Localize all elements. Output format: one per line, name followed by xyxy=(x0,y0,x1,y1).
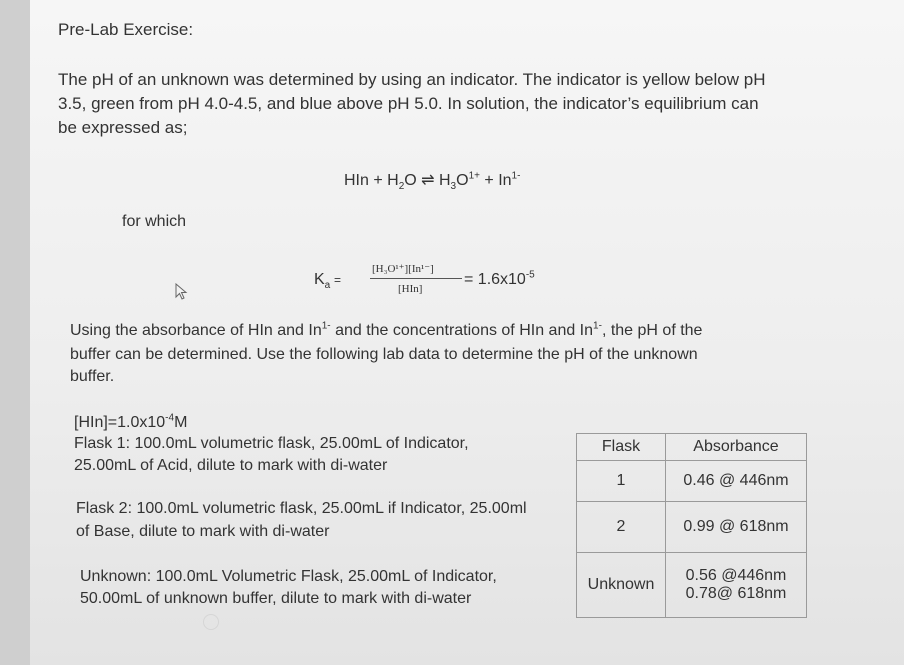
table-cell-absorbance: 0.46 @ 446nm xyxy=(666,461,807,502)
flask1-line-1: Flask 1: 100.0mL volumetric flask, 25.00mL of Indicator, xyxy=(74,435,469,452)
table-cell-flask: 1 xyxy=(577,461,666,502)
ka-expression xyxy=(314,262,614,302)
flask2-line-1: Flask 2: 100.0mL volumetric flask, 25.00mL if Indicator, 25.00ml xyxy=(76,500,527,517)
table-header-absorbance: Absorbance xyxy=(666,434,807,461)
fraction-bar xyxy=(370,278,462,279)
hin-concentration: $[HIn]=1.0x10^{-4}M$ xyxy=(74,412,188,431)
flask1-line-2: 25.00mL of Acid, dilute to mark with di-water xyxy=(74,457,388,474)
table-cell-flask: Unknown xyxy=(577,553,666,618)
absorbance-line-1: 0.56 @446nm xyxy=(685,567,787,584)
equilibrium-equation: HIn + $H_2O$ ⇌ $H_3O^{1+} + In^{1-}$ xyxy=(344,170,521,193)
smudge-mark xyxy=(203,614,219,630)
absorbance-line-2: 0.78@ 618nm xyxy=(685,585,787,602)
page-title: Pre-Lab Exercise: xyxy=(58,20,194,39)
using-line-3: buffer. xyxy=(70,368,115,385)
flask2-line-2: of Base, dilute to mark with di-water xyxy=(76,523,330,540)
ka-equals: = xyxy=(334,273,342,287)
unknown-line-2: 50.00mL of unknown buffer, dilute to mark with di-water xyxy=(80,590,472,607)
mouse-pointer-icon xyxy=(175,283,189,301)
intro-line-2: 3.5, green from pH 4.0-4.5, and blue above pH 5.0. In solution, the indicator’s equilibrium can xyxy=(58,94,759,113)
table-cell-flask: 2 xyxy=(577,502,666,553)
intro-line-1: The pH of an unknown was determined by using an indicator. The indicator is yellow below pH xyxy=(58,70,766,89)
ka-symbol: $K_a$ xyxy=(314,271,331,292)
table-row xyxy=(577,461,807,502)
ka-numerator: [H₃O¹⁺][In¹⁻] xyxy=(372,263,434,275)
unknown-line-1: Unknown: 100.0mL Volumetric Flask, 25.00mL of Indicator, xyxy=(80,568,497,585)
ka-value: = $1.6x10^{-5}$ xyxy=(464,269,535,288)
using-line-1: Using the absorbance of HIn and $In^{1-}$ and the concentrations of HIn and $In^{1-}$, the pH of the xyxy=(70,320,703,339)
for-which-label: for which xyxy=(122,213,187,230)
table-row xyxy=(577,502,807,553)
intro-line-3: be expressed as; xyxy=(58,118,188,137)
table-header-flask: Flask xyxy=(577,434,666,461)
table-row xyxy=(577,553,807,618)
absorbance-table xyxy=(576,433,807,618)
table-cell-absorbance: 0.99 @ 618nm xyxy=(666,502,807,553)
ka-fraction xyxy=(370,262,462,302)
table-header-row xyxy=(577,434,807,461)
using-line-2: buffer can be determined. Use the following lab data to determine the pH of the unknown xyxy=(70,346,698,363)
table-cell-absorbance xyxy=(666,553,807,618)
ka-denominator: [HIn] xyxy=(398,283,423,295)
